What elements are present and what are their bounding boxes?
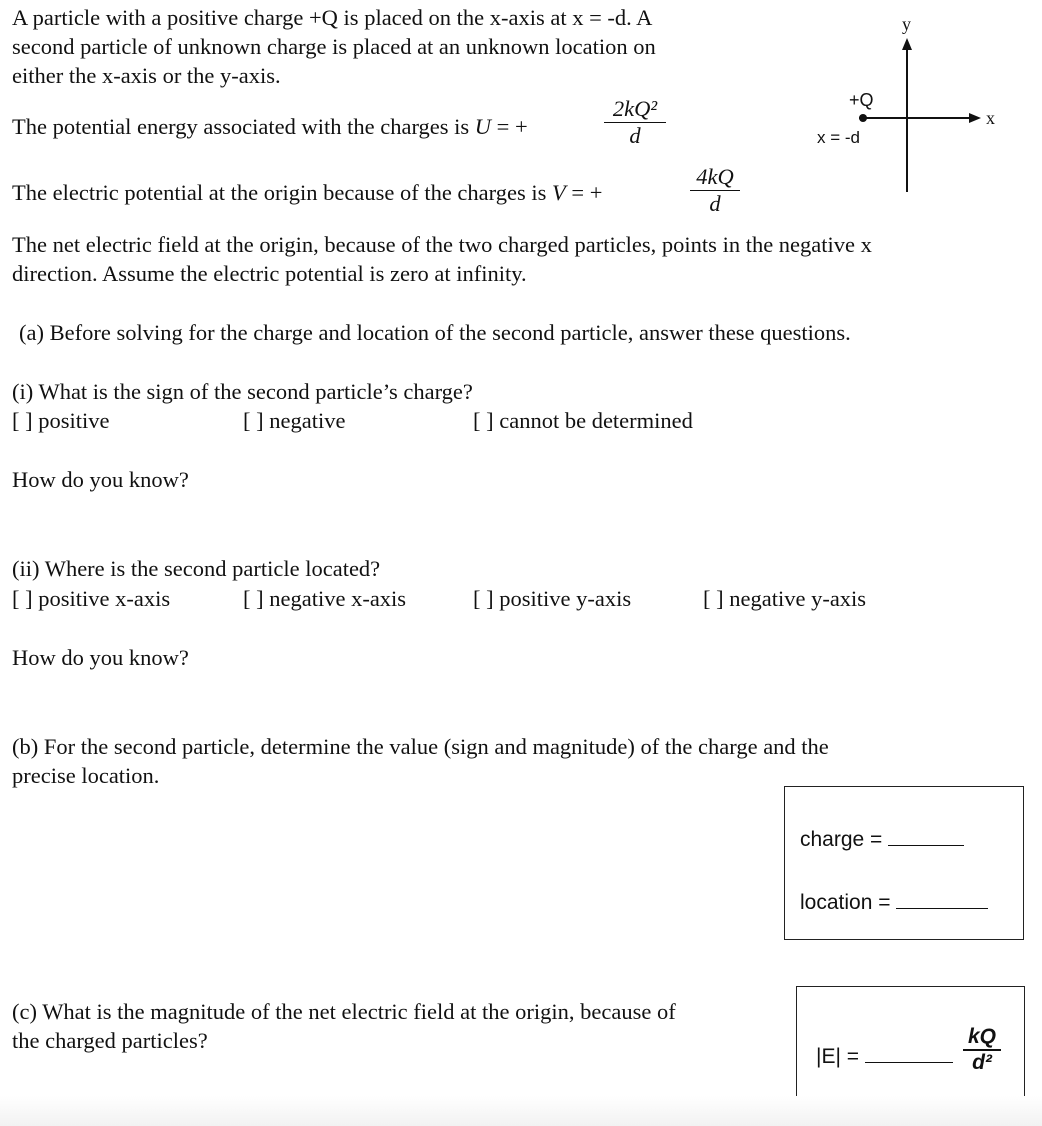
position-label: x = -d xyxy=(817,128,860,147)
location-blank[interactable] xyxy=(896,892,988,909)
y-axis-label: y xyxy=(902,14,911,34)
part-c-line-1: (c) What is the magnitude of the net electric field at the origin, because of xyxy=(12,999,676,1024)
intro-line-1: A particle with a positive charge +Q is placed on the x-axis at x = -d. A xyxy=(12,5,653,30)
part-a-q1-prompt: (i) What is the sign of the second particle’s charge? xyxy=(12,379,473,404)
part-b-prompt xyxy=(12,732,829,790)
location-answer xyxy=(800,891,988,915)
energy-equals: = + xyxy=(496,114,528,139)
potential-equals: = + xyxy=(571,180,603,205)
energy-symbol: U xyxy=(474,114,492,139)
x-axis-label: x xyxy=(986,108,995,128)
energy-numerator: 2kQ² xyxy=(612,96,658,121)
field-answer xyxy=(816,1045,953,1069)
part-a-q2-prompt: (ii) Where is the second particle located? xyxy=(12,556,381,581)
energy-denominator: d xyxy=(629,123,641,148)
field-unit-numerator: kQ xyxy=(967,1025,996,1048)
location-option-negative-x[interactable]: [ ] negative x-axis xyxy=(243,586,407,611)
potential-statement xyxy=(12,180,602,206)
x-axis-arrow-icon xyxy=(969,113,981,123)
charge-blank[interactable] xyxy=(888,829,964,846)
potential-fraction xyxy=(690,164,740,217)
charge-label: +Q xyxy=(849,90,874,110)
energy-fraction xyxy=(604,96,666,149)
part-b-line-2: precise location. xyxy=(12,763,160,788)
field-blank[interactable] xyxy=(865,1046,953,1063)
axes-diagram xyxy=(805,12,1015,197)
field-paragraph xyxy=(12,230,872,288)
intro-line-3: either the x-axis or the y-axis. xyxy=(12,63,281,88)
field-unit-denominator: d² xyxy=(972,1051,992,1074)
energy-statement xyxy=(12,114,528,140)
page-bottom-shade xyxy=(0,1096,1042,1126)
location-label: location = xyxy=(800,891,891,914)
intro-line-2: second particle of unknown charge is placed at an unknown location on xyxy=(12,34,656,59)
potential-symbol: V xyxy=(552,180,566,205)
intro-paragraph xyxy=(12,3,656,90)
potential-text: The electric potential at the origin because of the charges is xyxy=(12,180,547,205)
energy-text: The potential energy associated with the charges is xyxy=(12,114,470,139)
field-line-2: direction. Assume the electric potential is zero at infinity. xyxy=(12,261,527,286)
location-option-positive-y[interactable]: [ ] positive y-axis xyxy=(473,586,632,611)
charge-dot-icon xyxy=(859,114,867,122)
location-option-positive-x[interactable]: [ ] positive x-axis xyxy=(12,586,171,611)
part-a-q1-followup: How do you know? xyxy=(12,467,189,492)
part-b-answer-box xyxy=(784,786,1024,940)
field-unit-fraction xyxy=(963,1025,1001,1075)
field-line-1: The net electric field at the origin, because of the two charged particles, points in the negative x xyxy=(12,232,872,257)
charge-answer xyxy=(800,828,964,852)
part-b-line-1: (b) For the second particle, determine the value (sign and magnitude) of the charge and the xyxy=(12,734,829,759)
part-c-line-2: the charged particles? xyxy=(12,1028,208,1053)
part-a-q2-followup: How do you know? xyxy=(12,645,189,670)
field-magnitude-label: |E| = xyxy=(816,1045,860,1068)
y-axis-arrow-icon xyxy=(902,38,912,50)
sign-option-undetermined[interactable]: [ ] cannot be determined xyxy=(473,408,693,433)
sign-option-negative[interactable]: [ ] negative xyxy=(243,408,346,433)
part-c-answer-box xyxy=(796,986,1025,1103)
part-a-prompt: (a) Before solving for the charge and location of the second particle, answer these questions. xyxy=(19,320,851,345)
part-c-prompt xyxy=(12,997,676,1055)
charge-label: charge = xyxy=(800,828,883,851)
location-option-negative-y[interactable]: [ ] negative y-axis xyxy=(703,586,867,611)
potential-numerator: 4kQ xyxy=(696,164,734,189)
sign-option-positive[interactable]: [ ] positive xyxy=(12,408,110,433)
potential-denominator: d xyxy=(709,191,721,216)
